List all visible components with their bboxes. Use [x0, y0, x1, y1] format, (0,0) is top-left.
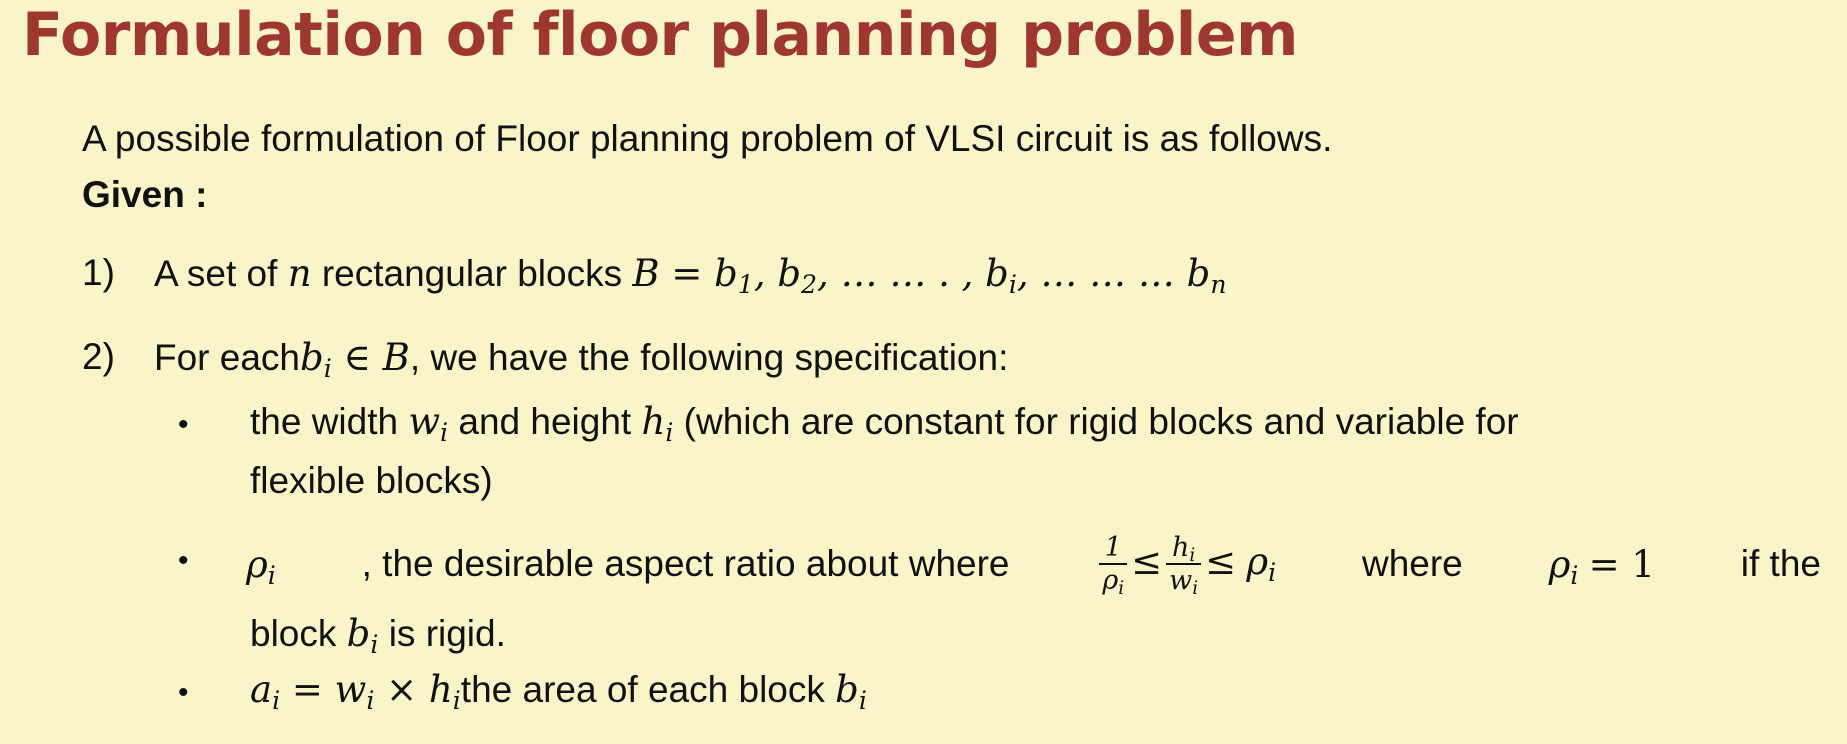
bullet-1-b: and height — [458, 401, 632, 442]
bullet-1-h: $h_i$ — [641, 400, 674, 448]
bullet-3-formula: $a_i = w_i \times h_i$ — [250, 668, 461, 716]
bullet-2-b: $b_i$ — [346, 612, 379, 660]
bullet-dot-3: • — [178, 676, 189, 709]
bullet-2-rigid: is rigid. — [388, 613, 506, 654]
item-2-text — [154, 336, 1009, 384]
item-1-text — [154, 252, 1227, 300]
bullet-2-rho: $\rho_i$ — [246, 542, 276, 590]
bullet-2-block: block — [250, 613, 337, 654]
item-1-prefix: A set of — [154, 253, 278, 294]
bullet-2-line1 — [246, 532, 1821, 600]
bullet-2-ineq: $\frac{1}{\rho_i}$ ≤ $\frac{h_i}{w_i}$ ≤ $\rho_i$ — [1095, 532, 1276, 596]
bullet-1-line1 — [250, 400, 1519, 448]
bullet-1-c: (which are constant for rigid blocks and variable for — [683, 401, 1519, 442]
item-number-2: 2) — [82, 336, 115, 377]
intro-text: A possible formulation of Floor planning problem of VLSI circuit is as follows. — [82, 118, 1333, 159]
item-1-mid: rectangular blocks — [321, 253, 623, 294]
bullet-2-rho-eq: $\rho_i = 1$ — [1548, 542, 1655, 590]
item-1-n: n — [287, 252, 312, 295]
bullet-2-p1: , the desirable aspect ratio about where — [361, 543, 1010, 585]
bullet-1-a: the width — [250, 401, 399, 442]
bullet-2-p4: if the — [1740, 543, 1821, 585]
bullet-3-line — [250, 668, 867, 716]
bullet-dot-1: • — [178, 408, 189, 441]
item-2-prefix: For each — [154, 337, 301, 378]
fraction-h-over-w: $\frac{h_i}{w_i}$ — [1166, 532, 1201, 596]
bullet-3-text: the area of each block — [460, 669, 825, 710]
given-label: Given : — [82, 174, 208, 215]
item-2-suffix: , we have the following specification: — [409, 337, 1009, 378]
item-number-1: 1) — [82, 252, 115, 293]
bullet-1-w: $w_i$ — [408, 400, 449, 448]
bullet-dot-2: • — [178, 544, 189, 577]
page-title: Formulation of floor planning problem — [22, 0, 1299, 70]
bullet-1-line2: flexible blocks) — [250, 460, 493, 501]
bullet-3-b: $b_i$ — [835, 668, 867, 716]
fraction-1-over-rho: $\frac{1}{\rho_i}$ — [1099, 532, 1127, 596]
item-2-math: $b_i$ ∈ B — [300, 336, 410, 384]
bullet-2-line2 — [250, 612, 506, 660]
bullet-2-p2: where — [1361, 543, 1463, 585]
item-1-formula: $B = b_1$, $b_2$, … … . , $b_i$, … … … $b_n$ — [632, 252, 1227, 300]
